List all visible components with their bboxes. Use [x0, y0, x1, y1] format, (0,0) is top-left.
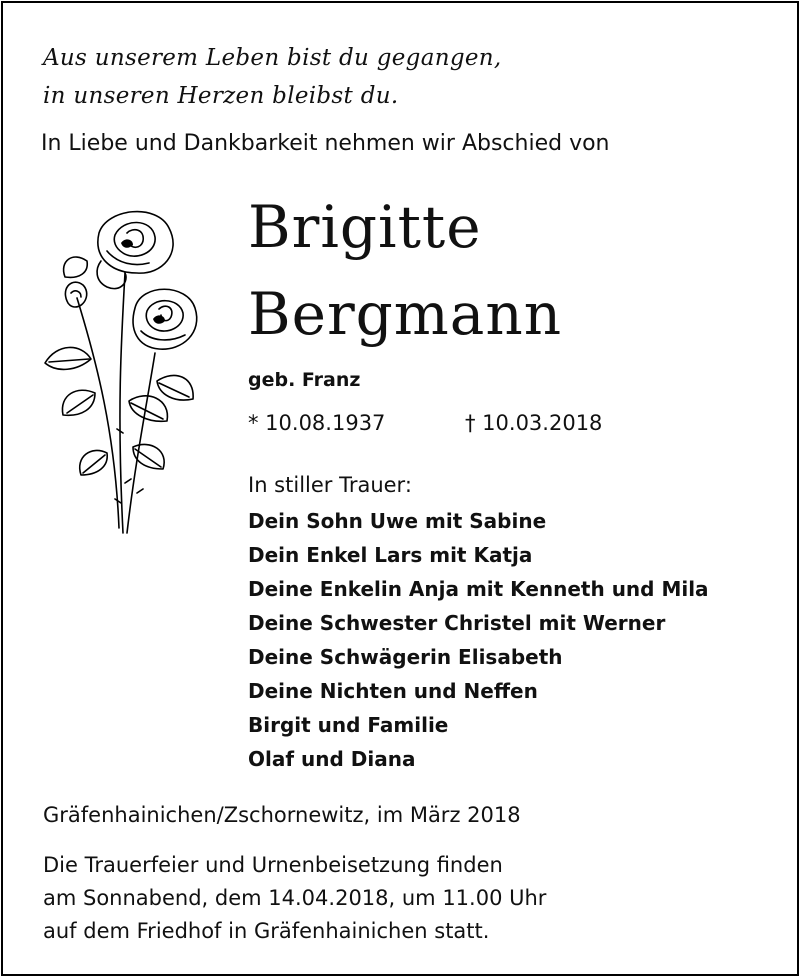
mourner-item: Dein Enkel Lars mit Katja: [248, 543, 533, 567]
ceremony-line-3: auf dem Friedhof in Gräfenhainichen statt.: [43, 919, 490, 943]
deceased-first-name: Brigitte: [248, 193, 482, 261]
birth-name: geb. Franz: [248, 369, 361, 391]
death-date: † 10.03.2018: [465, 411, 603, 435]
ceremony-info: [43, 849, 546, 948]
mourning-intro: In stiller Trauer:: [248, 473, 412, 497]
mourner-item: Dein Sohn Uwe mit Sabine: [248, 509, 547, 533]
roses-drawing-icon: [37, 203, 207, 543]
deceased-last-name: Bergmann: [248, 280, 563, 348]
obituary-notice: [1, 1, 799, 976]
ceremony-line-1: Die Trauerfeier und Urnenbeisetzung finden: [43, 853, 503, 877]
ceremony-line-2: am Sonnabend, dem 14.04.2018, um 11.00 Uhr: [43, 886, 547, 910]
intro-text: In Liebe und Dankbarkeit nehmen wir Abschied von: [41, 131, 610, 156]
place-and-date: Gräfenhainichen/Zschornewitz, im März 2018: [43, 803, 521, 827]
motto: [43, 39, 501, 115]
birth-date: * 10.08.1937: [248, 411, 386, 435]
mourner-item: Birgit und Familie: [248, 713, 449, 737]
mourner-item: Deine Nichten und Neffen: [248, 679, 538, 703]
motto-line-2: in unseren Herzen bleibst du.: [43, 83, 399, 109]
mourner-item: Olaf und Diana: [248, 747, 416, 771]
mourner-item: Deine Schwägerin Elisabeth: [248, 645, 563, 669]
mourners-list: [248, 504, 709, 776]
mourner-item: Deine Enkelin Anja mit Kenneth und Mila: [248, 577, 709, 601]
mourner-item: Deine Schwester Christel mit Werner: [248, 611, 666, 635]
motto-line-1: Aus unserem Leben bist du gegangen,: [43, 45, 502, 71]
